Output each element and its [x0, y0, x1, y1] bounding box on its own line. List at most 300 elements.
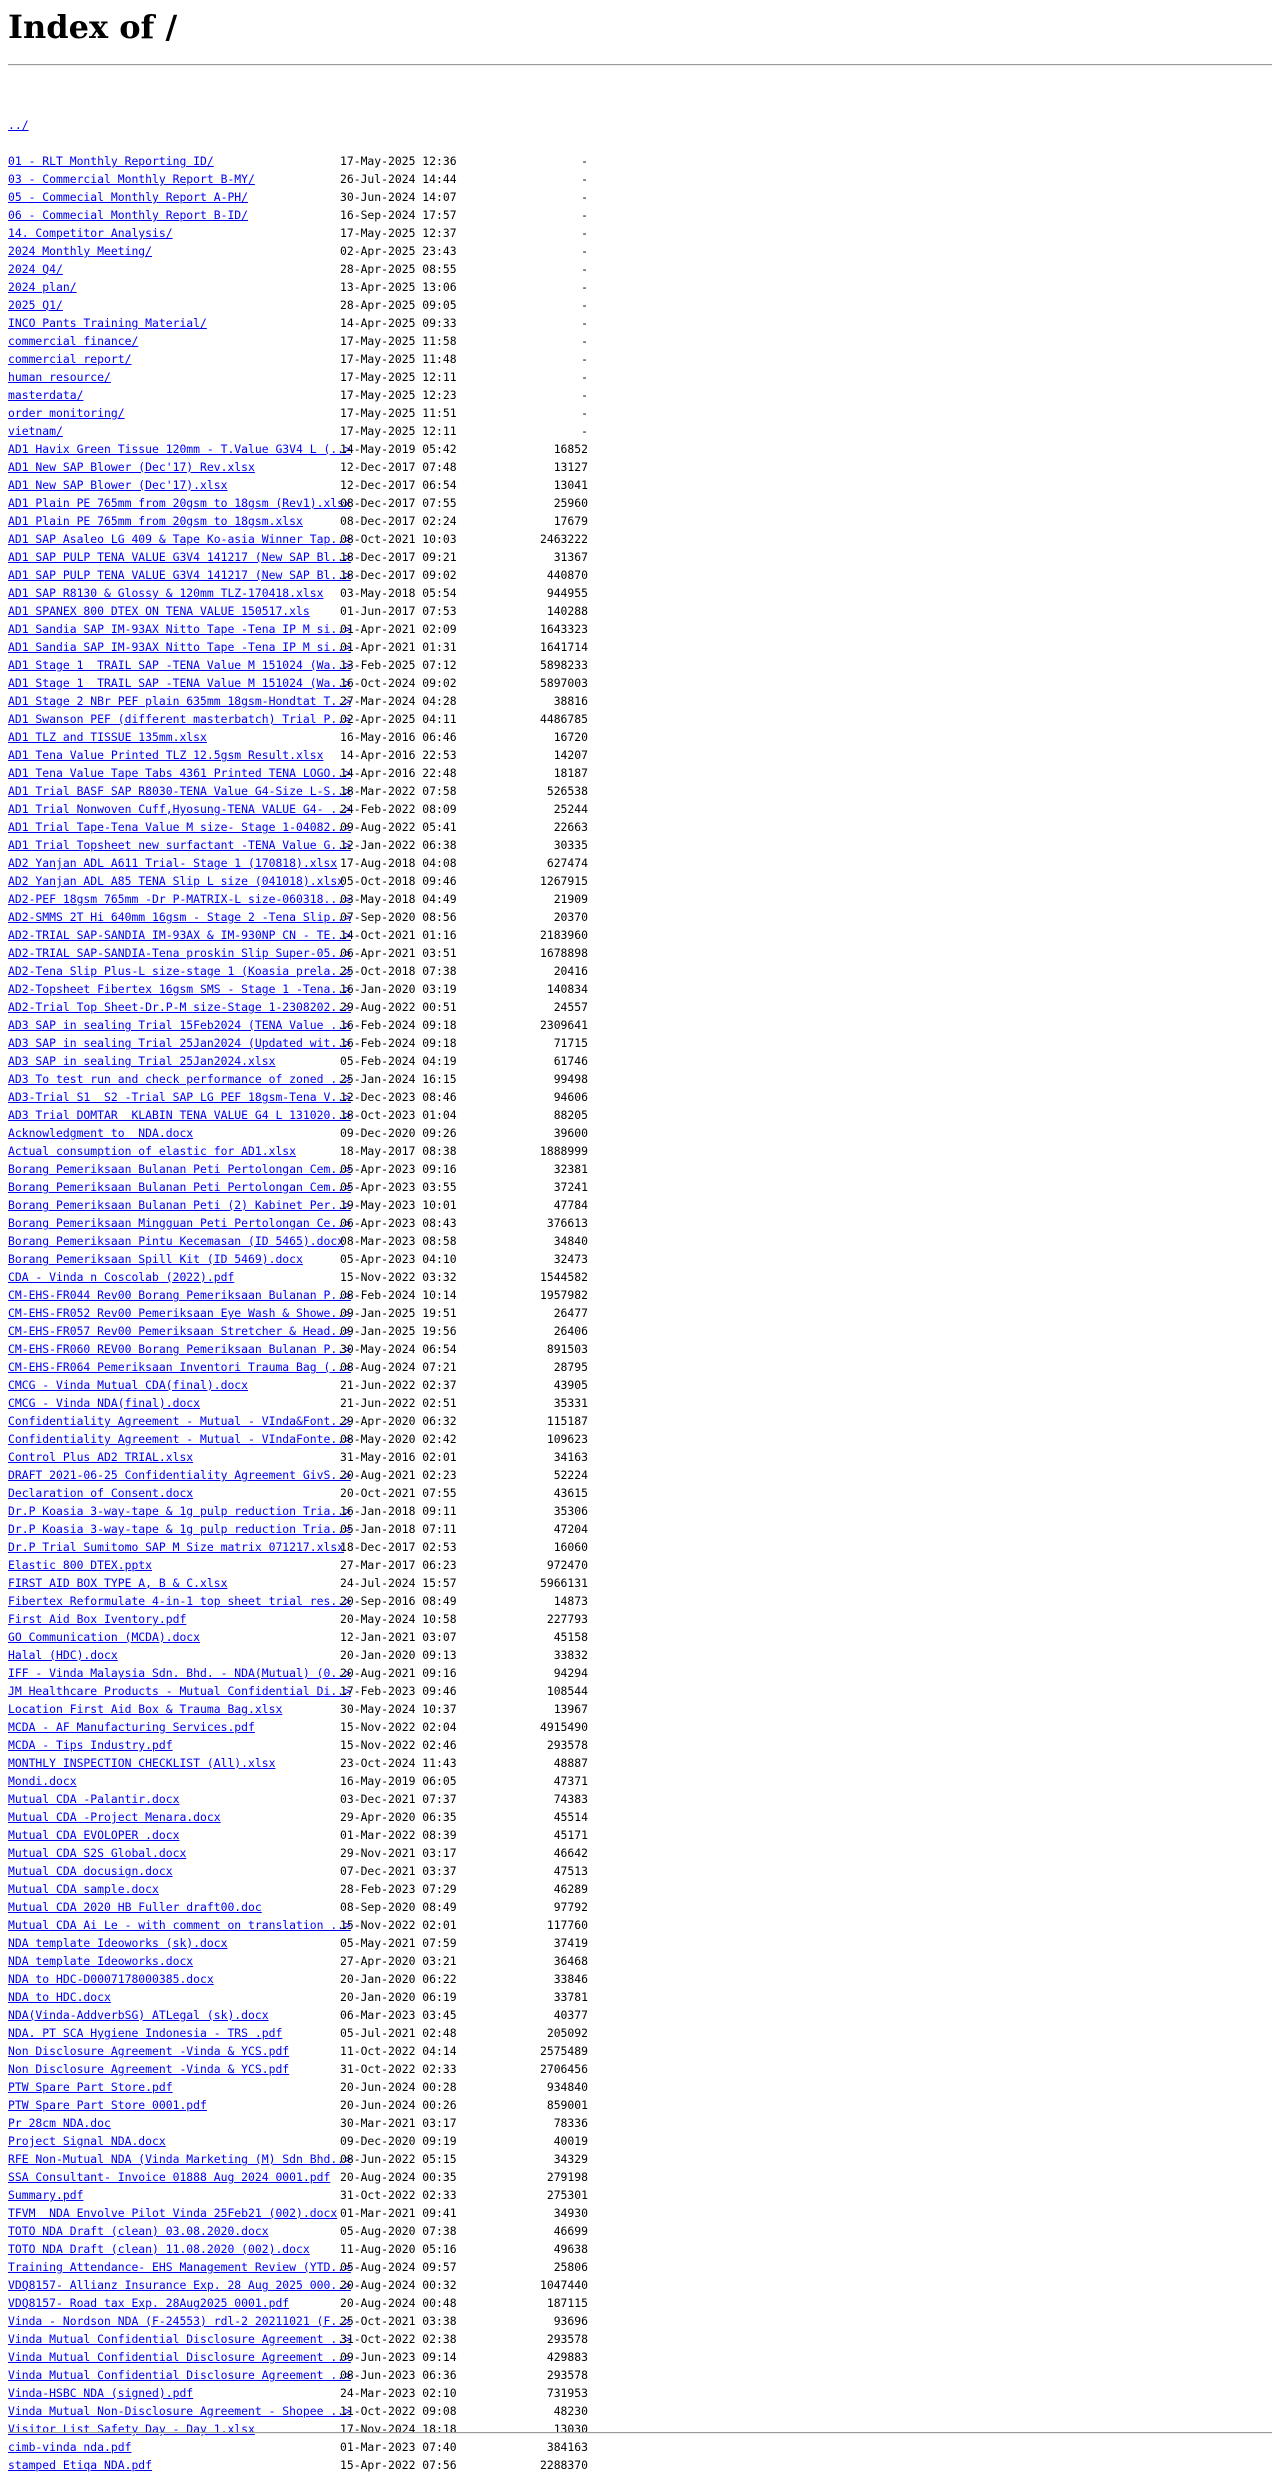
file-link[interactable]: MCDA - AF Manufacturing Services.pdf [8, 1720, 255, 1734]
file-link[interactable]: NDA. PT SCA Hygiene Indonesia - TRS .pdf [8, 2026, 283, 2040]
directory-link[interactable]: 05 - Commecial Monthly Report A-PH/ [8, 190, 249, 204]
file-row [8, 1628, 1008, 1646]
file-size: 47371 [553, 1774, 588, 1788]
file-link[interactable]: SSA Consultant- Invoice 01888 Aug 2024 0001.pdf [8, 2170, 331, 2184]
file-size: 1267915 [539, 874, 588, 888]
file-row [8, 1970, 1008, 1988]
file-link[interactable]: NDA(Vinda-AddverbSG) ATLegal (sk).docx [8, 2008, 269, 2022]
file-size: 34329 [553, 2152, 588, 2166]
modified-date: 23-Oct-2024 11:43 [340, 1756, 457, 1770]
file-size: 384163 [546, 2440, 588, 2454]
file-size: 944955 [546, 586, 588, 600]
file-link[interactable]: Vinda - Nordson NDA (F-24553) rdl-2 20211021 (F..> [8, 2314, 351, 2328]
modified-date: 05-Aug-2020 07:38 [340, 2224, 457, 2238]
file-link[interactable]: AD1 Plain PE 765mm from 20gsm to 18gsm (Rev1).xlsx [8, 496, 351, 510]
file-size: 972470 [546, 1558, 588, 1572]
file-size: 35306 [553, 1504, 588, 1518]
modified-date: 09-Aug-2022 05:41 [340, 820, 457, 834]
file-link[interactable]: Dr.P Koasia 3-way-tape & 1g pulp reduction Tria..> [8, 1522, 351, 1536]
file-link[interactable]: NDA to HDC.docx [8, 1990, 111, 2004]
file-link[interactable]: Mutual CDA -Project Menara.docx [8, 1810, 221, 1824]
file-link[interactable]: Mutual CDA sample.docx [8, 1882, 159, 1896]
file-link[interactable]: CM-EHS-FR057 Rev00 Pemeriksaan Stretcher & Head..> [8, 1324, 351, 1338]
file-size: - [581, 262, 588, 276]
modified-date: 06-Apr-2023 08:43 [340, 1216, 457, 1230]
modified-date: 05-Feb-2024 04:19 [340, 1054, 457, 1068]
file-link[interactable]: AD1 Swanson PEF (different masterbatch) Trial P..> [8, 712, 351, 726]
file-size: 37419 [553, 1936, 588, 1950]
file-row [8, 2456, 1008, 2474]
file-size: 5966131 [539, 1576, 588, 1590]
directory-row [8, 152, 1008, 170]
file-size: 46699 [553, 2224, 588, 2238]
file-link[interactable]: AD3-Trial S1 S2 -Trial SAP LG PEF 18gsm-Tena V..> [8, 1090, 351, 1104]
file-link[interactable]: AD1 Trial BASF SAP R8030-TENA Value G4-Size L-S..> [8, 784, 351, 798]
modified-date: 18-Dec-2017 09:02 [340, 568, 457, 582]
file-link[interactable]: Confidentiality Agreement - Mutual - VInda&Font..> [8, 1414, 351, 1428]
modified-date: 28-Apr-2025 09:05 [340, 298, 457, 312]
directory-link[interactable]: 06 - Commecial Monthly Report B-ID/ [8, 208, 249, 222]
file-link[interactable]: Mutual CDA docusign.docx [8, 1864, 173, 1878]
directory-link[interactable]: order monitoring/ [8, 406, 125, 420]
parent-directory-link[interactable]: ../ [8, 118, 29, 132]
directory-row [8, 422, 1008, 440]
file-link[interactable]: AD3 SAP in sealing Trial 25Jan2024 (Updated wit..> [8, 1036, 351, 1050]
file-size: 13127 [553, 460, 588, 474]
modified-date: 13-Feb-2025 07:12 [340, 658, 457, 672]
directory-link[interactable]: commercial report/ [8, 352, 132, 366]
file-size: 1047440 [539, 2278, 588, 2292]
modified-date: 06-Mar-2023 03:45 [340, 2008, 457, 2022]
file-row [8, 1934, 1008, 1952]
file-link[interactable]: AD3 SAP in sealing Trial 15Feb2024 (TENA Value ..> [8, 1018, 351, 1032]
file-row [8, 1826, 1008, 1844]
file-link[interactable]: AD1 SPANEX 800 DTEX ON TENA VALUE 150517.xls [8, 604, 310, 618]
file-row [8, 710, 1008, 728]
file-row [8, 1124, 1008, 1142]
file-row [8, 1286, 1008, 1304]
file-row [8, 1034, 1008, 1052]
file-size: 14207 [553, 748, 588, 762]
file-row [8, 1160, 1008, 1178]
modified-date: 08-Jun-2022 05:15 [340, 2152, 457, 2166]
file-link[interactable]: AD1 Trial Tape-Tena Value M size- Stage 1-04082..> [8, 820, 351, 834]
file-row [8, 1538, 1008, 1556]
file-size: 1888999 [539, 1144, 588, 1158]
directory-row [8, 170, 1008, 188]
file-row [8, 2312, 1008, 2330]
file-link[interactable]: Elastic 800 DTEX.pptx [8, 1558, 153, 1572]
file-size: 20370 [553, 910, 588, 924]
modified-date: 27-Mar-2024 04:28 [340, 694, 457, 708]
directory-row [8, 314, 1008, 332]
file-link[interactable]: Vinda-HSBC NDA (signed).pdf [8, 2386, 194, 2400]
file-link[interactable]: Vinda Mutual Confidential Disclosure Agreement ..> [8, 2368, 351, 2382]
file-link[interactable]: First Aid Box Iventory.pdf [8, 1612, 187, 1626]
file-size: 440870 [546, 568, 588, 582]
modified-date: 14-May-2019 05:42 [340, 442, 457, 456]
file-link[interactable]: AD1 New SAP Blower (Dec'17).xlsx [8, 478, 228, 492]
file-row [8, 800, 1008, 818]
file-link[interactable]: Mutual CDA S2S Global.docx [8, 1846, 187, 1860]
file-row [8, 1376, 1008, 1394]
modified-date: 17-May-2025 11:58 [340, 334, 457, 348]
file-size: 94294 [553, 1666, 588, 1680]
modified-date: 31-Oct-2022 02:33 [340, 2188, 457, 2202]
file-link[interactable]: Borang Pemeriksaan Bulanan Peti Pertolongan Cem..> [8, 1180, 351, 1194]
file-link[interactable]: AD3 SAP in sealing Trial 25Jan2024.xlsx [8, 1054, 276, 1068]
file-row [8, 854, 1008, 872]
file-link[interactable]: AD1 SAP R8130 & Glossy & 120mm TLZ-170418.xlsx [8, 586, 324, 600]
file-row [8, 494, 1008, 512]
modified-date: 20-Oct-2021 07:55 [340, 1486, 457, 1500]
file-row [8, 1664, 1008, 1682]
file-row [8, 476, 1008, 494]
modified-date: 08-Sep-2020 08:49 [340, 1900, 457, 1914]
file-link[interactable]: Mutual CDA EVOLOPER .docx [8, 1828, 180, 1842]
file-link[interactable]: CMCG - Vinda NDA(final).docx [8, 1396, 201, 1410]
file-link[interactable]: Borang Pemeriksaan Spill Kit (ID 5469).docx [8, 1252, 303, 1266]
file-link[interactable]: FIRST AID BOX TYPE A, B & C.xlsx [8, 1576, 228, 1590]
file-link[interactable]: Non Disclosure Agreement -Vinda & YCS.pdf [8, 2062, 290, 2076]
file-link[interactable]: CM-EHS-FR052 Rev00 Pemeriksaan Eye Wash & Showe..> [8, 1306, 351, 1320]
file-link[interactable]: AD1 Trial Topsheet new surfactant -TENA Value G..> [8, 838, 351, 852]
file-link[interactable]: Vinda Mutual Confidential Disclosure Agreement ..> [8, 2332, 351, 2346]
modified-date: 05-Apr-2023 04:10 [340, 1252, 457, 1266]
file-link[interactable]: Fibertex Reformulate 4-in-1 top sheet trial res..> [8, 1594, 351, 1608]
modified-date: 01-Mar-2023 07:40 [340, 2440, 457, 2454]
file-link[interactable]: MONTHLY INSPECTION CHECKLIST (All).xlsx [8, 1756, 276, 1770]
file-link[interactable]: Borang Pemeriksaan Bulanan Peti (2) Kabinet Per..> [8, 1198, 351, 1212]
file-row [8, 1808, 1008, 1826]
modified-date: 12-Jan-2022 06:38 [340, 838, 457, 852]
file-link[interactable]: VDQ8157- Road tax Exp. 28Aug2025 0001.pdf [8, 2296, 290, 2310]
modified-date: 21-Jun-2022 02:51 [340, 1396, 457, 1410]
file-link[interactable]: Mondi.docx [8, 1774, 77, 1788]
modified-date: 01-Mar-2021 09:41 [340, 2206, 457, 2220]
file-size: 46642 [553, 1846, 588, 1860]
file-link[interactable]: Confidentiality Agreement - Mutual - VIndaFonte..> [8, 1432, 351, 1446]
file-row [8, 1016, 1008, 1034]
file-link[interactable]: TFVM NDA Envolve Pilot Vinda 25Feb21 (002).docx [8, 2206, 338, 2220]
file-row [8, 1898, 1008, 1916]
file-link[interactable]: Declaration of Consent.docx [8, 1486, 194, 1500]
file-link[interactable]: stamped Etiqa NDA.pdf [8, 2458, 153, 2472]
file-link[interactable]: AD1 Trial Nonwoven Cuff,Hyosung-TENA VALUE G4- ..> [8, 802, 351, 816]
modified-date: 17-May-2025 11:51 [340, 406, 457, 420]
directory-link[interactable]: human resource/ [8, 370, 111, 384]
file-link[interactable]: AD1 Stage 2 NBr PEF plain 635mm 18gsm-Hondtat T..> [8, 694, 351, 708]
file-size: 115187 [546, 1414, 588, 1428]
file-size: 293578 [546, 2332, 588, 2346]
file-link[interactable]: DRAFT 2021-06-25 Confidentiality Agreement GivS..> [8, 1468, 351, 1482]
file-link[interactable]: AD2-TRIAL SAP-SANDIA-Tena proskin Slip Super-05..> [8, 946, 351, 960]
file-row [8, 1304, 1008, 1322]
file-size: 108544 [546, 1684, 588, 1698]
file-size: 32473 [553, 1252, 588, 1266]
modified-date: 09-Jun-2023 09:14 [340, 2350, 457, 2364]
file-link[interactable]: AD2 Yanjan ADL A85 TENA Slip L size (041018).xlsx [8, 874, 345, 888]
file-row [8, 872, 1008, 890]
file-row [8, 1178, 1008, 1196]
file-link[interactable]: CDA - Vinda n Coscolab (2022).pdf [8, 1270, 235, 1284]
file-row [8, 728, 1008, 746]
file-row [8, 1610, 1008, 1628]
file-link[interactable]: TOTO NDA Draft (clean) 11.08.2020 (002).docx [8, 2242, 310, 2256]
file-size: 1643323 [539, 622, 588, 636]
file-link[interactable]: Acknowledgment to NDA.docx [8, 1126, 194, 1140]
directory-row [8, 206, 1008, 224]
file-size: 30335 [553, 838, 588, 852]
file-row [8, 1754, 1008, 1772]
file-link[interactable]: AD2-PEF 18gsm 765mm -Dr P-MATRIX-L size-060318...> [8, 892, 351, 906]
modified-date: 05-Aug-2024 09:57 [340, 2260, 457, 2274]
file-size: 47204 [553, 1522, 588, 1536]
directory-link[interactable]: commercial finance/ [8, 334, 139, 348]
file-size: 25806 [553, 2260, 588, 2274]
file-link[interactable]: Visitor List Safety Day - Day 1.xlsx [8, 2422, 255, 2436]
directory-row [8, 188, 1008, 206]
file-size: 1544582 [539, 1270, 588, 1284]
modified-date: 08-May-2020 02:42 [340, 1432, 457, 1446]
modified-date: 14-Apr-2016 22:53 [340, 748, 457, 762]
modified-date: 17-Feb-2023 09:46 [340, 1684, 457, 1698]
file-link[interactable]: AD2-Tena Slip Plus-L size-stage 1 (Koasia prela..> [8, 964, 351, 978]
file-link[interactable]: Vinda Mutual Non-Disclosure Agreement - Shopee ..> [8, 2404, 351, 2418]
file-row [8, 1880, 1008, 1898]
file-link[interactable]: AD2-SMMS 2T Hi 640mm 16gsm - Stage 2 -Tena Slip..> [8, 910, 351, 924]
file-row [8, 2294, 1008, 2312]
file-link[interactable]: AD2 Yanjan ADL A611 Trial- Stage 1 (170818).xlsx [8, 856, 338, 870]
file-link[interactable]: Borang Pemeriksaan Bulanan Peti Pertolongan Cem..> [8, 1162, 351, 1176]
file-link[interactable]: Dr.P Koasia 3-way-tape & 1g pulp reduction Tria..> [8, 1504, 351, 1518]
file-link[interactable]: Project Signal NDA.docx [8, 2134, 166, 2148]
file-link[interactable]: Mutual CDA -Palantir.docx [8, 1792, 180, 1806]
file-link[interactable]: AD2-Trial Top Sheet-Dr.P-M size-Stage 1-2308202..> [8, 1000, 351, 1014]
file-size: 22663 [553, 820, 588, 834]
file-link[interactable]: MCDA - Tips Industry.pdf [8, 1738, 173, 1752]
file-size: 48887 [553, 1756, 588, 1770]
file-link[interactable]: NDA template Ideoworks (sk).docx [8, 1936, 228, 1950]
file-link[interactable]: RFE Non-Mutual NDA (Vinda Marketing (M) Sdn Bhd..> [8, 2152, 351, 2166]
file-link[interactable]: TOTO NDA Draft (clean) 03.08.2020.docx [8, 2224, 269, 2238]
file-link[interactable]: Mutual CDA Ai Le - with comment on translation ..> [8, 1918, 351, 1932]
file-row [8, 2330, 1008, 2348]
modified-date: 05-Apr-2023 03:55 [340, 1180, 457, 1194]
directory-link[interactable]: INCO Pants Training Material/ [8, 316, 207, 330]
file-size: - [581, 388, 588, 402]
file-size: 934840 [546, 2080, 588, 2094]
file-link[interactable]: PTW Spare Part Store.pdf [8, 2080, 173, 2094]
file-link[interactable]: Summary.pdf [8, 2188, 84, 2202]
modified-date: 18-Dec-2017 02:53 [340, 1540, 457, 1554]
file-row [8, 512, 1008, 530]
file-size: 1957982 [539, 1288, 588, 1302]
file-link[interactable]: Pr 28cm NDA.doc [8, 2116, 111, 2130]
file-link[interactable]: NDA to HDC-D0007178000385.docx [8, 1972, 214, 1986]
file-link[interactable]: Control Plus AD2 TRIAL.xlsx [8, 1450, 194, 1464]
modified-date: 20-Jan-2020 06:22 [340, 1972, 457, 1986]
modified-date: 31-Oct-2022 02:38 [340, 2332, 457, 2346]
file-row [8, 962, 1008, 980]
file-row [8, 2276, 1008, 2294]
directory-link[interactable]: 2024 plan/ [8, 280, 77, 294]
file-row [8, 2096, 1008, 2114]
file-link[interactable]: AD3 To test run and check performance of zoned ..> [8, 1072, 351, 1086]
file-link[interactable]: AD2-TRIAL SAP-SANDIA IM-93AX & IM-930NP CN - TE..> [8, 928, 351, 942]
modified-date: 06-Apr-2021 03:51 [340, 946, 457, 960]
modified-date: 25-Jan-2024 16:15 [340, 1072, 457, 1086]
modified-date: 28-Apr-2025 08:55 [340, 262, 457, 276]
file-link[interactable]: AD3 Trial DOMTAR KLABIN TENA VALUE G4 L 131020..> [8, 1108, 351, 1122]
file-link[interactable]: AD1 New SAP Blower (Dec'17) Rev.xlsx [8, 460, 255, 474]
file-row [8, 2078, 1008, 2096]
file-size: - [581, 406, 588, 420]
directory-row [8, 296, 1008, 314]
file-link[interactable]: Non Disclosure Agreement -Vinda & YCS.pdf [8, 2044, 290, 2058]
file-link[interactable]: PTW Spare Part Store 0001.pdf [8, 2098, 207, 2112]
directory-row [8, 404, 1008, 422]
file-size: 34163 [553, 1450, 588, 1464]
file-size: 46289 [553, 1882, 588, 1896]
file-row [8, 1322, 1008, 1340]
file-row [8, 1700, 1008, 1718]
modified-date: 20-Jun-2024 00:26 [340, 2098, 457, 2112]
file-size: 376613 [546, 1216, 588, 1230]
directory-link[interactable]: masterdata/ [8, 388, 84, 402]
modified-date: 01-Mar-2022 08:39 [340, 1828, 457, 1842]
file-size: 18187 [553, 766, 588, 780]
file-link[interactable]: VDQ8157- Allianz Insurance Exp. 28 Aug 2025 000..> [8, 2278, 351, 2292]
file-size: - [581, 190, 588, 204]
file-size: 39600 [553, 1126, 588, 1140]
directory-link[interactable]: vietnam/ [8, 424, 63, 438]
file-row [8, 530, 1008, 548]
file-row [8, 764, 1008, 782]
file-link[interactable]: AD1 Sandia SAP IM-93AX Nitto Tape -Tena IP M si..> [8, 640, 351, 654]
file-link[interactable]: Dr.P Trial Sumitomo SAP M Size matrix 071217.xlsx [8, 1540, 345, 1554]
file-row [8, 1862, 1008, 1880]
file-link[interactable]: JM Healthcare Products - Mutual Confidential Di..> [8, 1684, 351, 1698]
modified-date: 20-Jun-2024 00:28 [340, 2080, 457, 2094]
file-link[interactable]: IFF - Vinda Malaysia Sdn. Bhd. - NDA(Mutual) (0..> [8, 1666, 351, 1680]
modified-date: 08-Dec-2017 02:24 [340, 514, 457, 528]
file-link[interactable]: Actual consumption of elastic for AD1.xlsx [8, 1144, 297, 1158]
file-link[interactable]: Training Attendance- EHS Management Review (YTD..> [8, 2260, 351, 2274]
file-size: - [581, 298, 588, 312]
file-link[interactable]: Vinda Mutual Confidential Disclosure Agreement ..> [8, 2350, 351, 2364]
file-row [8, 2348, 1008, 2366]
directory-link[interactable]: 2024 Monthly Meeting/ [8, 244, 153, 258]
modified-date: 16-May-2019 06:05 [340, 1774, 457, 1788]
modified-date: 01-Apr-2021 02:09 [340, 622, 457, 636]
modified-date: 15-Nov-2022 02:04 [340, 1720, 457, 1734]
file-link[interactable]: Mutual CDA 2020 HB Fuller draft00.doc [8, 1900, 262, 1914]
file-size: 33781 [553, 1990, 588, 2004]
file-row [8, 2168, 1008, 2186]
modified-date: 11-Aug-2020 05:16 [340, 2242, 457, 2256]
modified-date: 17-May-2025 11:48 [340, 352, 457, 366]
file-size: 47784 [553, 1198, 588, 1212]
modified-date: 16-Sep-2024 17:57 [340, 208, 457, 222]
file-link[interactable]: Halal (HDC).docx [8, 1648, 118, 1662]
file-link[interactable]: NDA template Ideoworks.docx [8, 1954, 194, 1968]
file-link[interactable]: AD1 SAP Asaleo LG 409 & Tape Ko-asia Winner Tap..> [8, 532, 351, 546]
file-link[interactable]: AD1 Tena Value Printed TLZ 12.5gsm Result.xlsx [8, 748, 324, 762]
directory-link[interactable]: 01 - RLT Monthly Reporting ID/ [8, 154, 214, 168]
file-link[interactable]: CMCG - Vinda Mutual CDA(final).docx [8, 1378, 249, 1392]
file-row [8, 2420, 1008, 2438]
file-size: 88205 [553, 1108, 588, 1122]
file-link[interactable]: Borang Pemeriksaan Mingguan Peti Pertolongan Ce..> [8, 1216, 351, 1230]
file-link[interactable]: AD2-Topsheet Fibertex 16gsm SMS - Stage 1 -Tena..> [8, 982, 351, 996]
modified-date: 15-Apr-2022 07:56 [340, 2458, 457, 2472]
file-size: 2288370 [539, 2458, 588, 2472]
file-link[interactable]: AD1 Stage 1 TRAIL SAP -TENA Value M 151024 (Wa..> [8, 676, 351, 690]
file-link[interactable]: GO Communication (MCDA).docx [8, 1630, 201, 1644]
modified-date: 27-Mar-2017 06:23 [340, 1558, 457, 1572]
file-size: 37241 [553, 1180, 588, 1194]
directory-link[interactable]: 2025 Q1/ [8, 298, 63, 312]
file-link[interactable]: CM-EHS-FR044 Rev00 Borang Pemeriksaan Bulanan P..> [8, 1288, 351, 1302]
file-link[interactable]: AD1 TLZ and TISSUE 135mm.xlsx [8, 730, 207, 744]
directory-row [8, 242, 1008, 260]
file-size: 731953 [546, 2386, 588, 2400]
directory-row [8, 386, 1008, 404]
modified-date: 17-Nov-2024 18:18 [340, 2422, 457, 2436]
directory-link[interactable]: 2024 Q4/ [8, 262, 63, 276]
file-row [8, 890, 1008, 908]
file-size: 140834 [546, 982, 588, 996]
file-row [8, 2438, 1008, 2456]
modified-date: 17-Aug-2018 04:08 [340, 856, 457, 870]
file-size: - [581, 244, 588, 258]
modified-date: 18-Mar-2022 07:58 [340, 784, 457, 798]
modified-date: 01-Jun-2017 07:53 [340, 604, 457, 618]
file-link[interactable]: AD1 SAP PULP TENA VALUE G3V4 141217 (New SAP Bl..> [8, 550, 351, 564]
file-size: 17679 [553, 514, 588, 528]
file-link[interactable]: AD1 Havix Green Tissue 120mm - T.Value G3V4 L (..> [8, 442, 351, 456]
modified-date: 24-Mar-2023 02:10 [340, 2386, 457, 2400]
file-link[interactable]: AD1 Sandia SAP IM-93AX Nitto Tape -Tena IP M si..> [8, 622, 351, 636]
file-size: 93696 [553, 2314, 588, 2328]
modified-date: 17-May-2025 12:36 [340, 154, 457, 168]
file-link[interactable]: Borang Pemeriksaan Pintu Kecemasan (ID 5465).docx [8, 1234, 345, 1248]
file-row [8, 2384, 1008, 2402]
modified-date: 03-May-2018 05:54 [340, 586, 457, 600]
directory-link[interactable]: 03 - Commercial Monthly Report B-MY/ [8, 172, 255, 186]
file-link[interactable]: AD1 Plain PE 765mm from 20gsm to 18gsm.xlsx [8, 514, 303, 528]
file-size: 28795 [553, 1360, 588, 1374]
file-row [8, 2132, 1008, 2150]
file-size: 1641714 [539, 640, 588, 654]
file-row [8, 2114, 1008, 2132]
file-link[interactable]: cimb-vinda nda.pdf [8, 2440, 132, 2454]
file-size: 78336 [553, 2116, 588, 2130]
file-link[interactable]: Location First Aid Box & Trauma Bag.xlsx [8, 1702, 283, 1716]
directory-link[interactable]: 14. Competitor Analysis/ [8, 226, 173, 240]
file-row [8, 1250, 1008, 1268]
file-link[interactable]: AD1 SAP PULP TENA VALUE G3V4 141217 (New SAP Bl..> [8, 568, 351, 582]
modified-date: 20-Aug-2024 00:48 [340, 2296, 457, 2310]
file-link[interactable]: AD1 Stage 1 TRAIL SAP -TENA Value M 151024 (Wa..> [8, 658, 351, 672]
file-link[interactable]: AD1 Tena Value Tape Tabs 4361 Printed TENA LOGO..> [8, 766, 351, 780]
file-link[interactable]: CM-EHS-FR064 Pemeriksaan Inventori Trauma Bag (..> [8, 1360, 351, 1374]
file-row [8, 1988, 1008, 2006]
file-row [8, 1268, 1008, 1286]
file-link[interactable]: CM-EHS-FR060 REV00 Borang Pemeriksaan Bulanan P..> [8, 1342, 351, 1356]
file-size: - [581, 334, 588, 348]
